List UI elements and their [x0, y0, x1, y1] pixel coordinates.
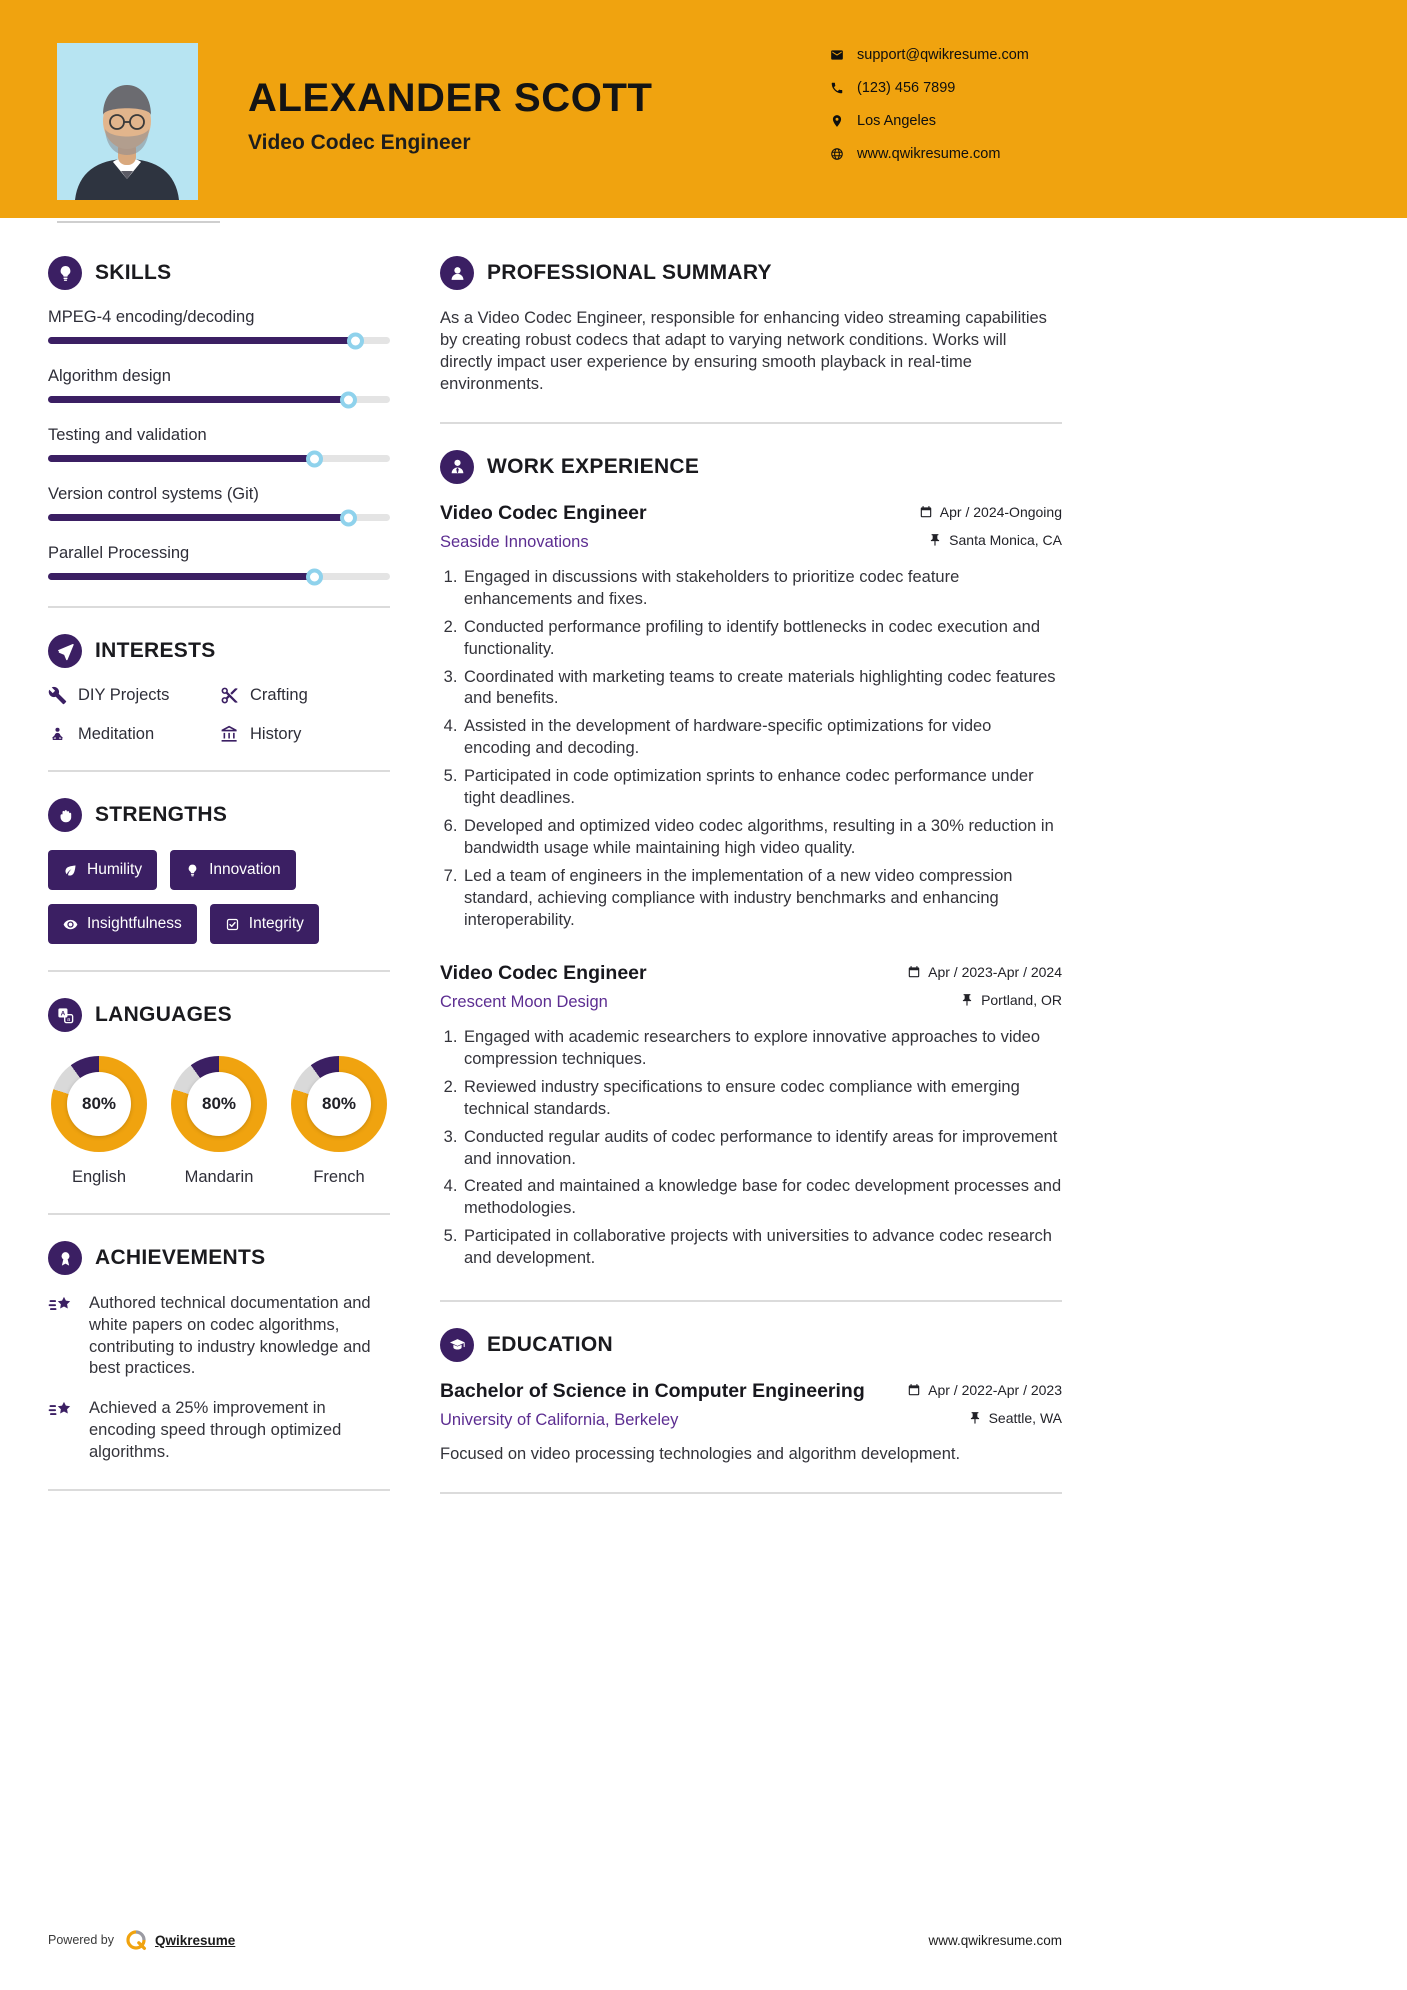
divider — [48, 606, 390, 608]
interest-item — [220, 686, 390, 705]
job-header-row — [440, 962, 1062, 985]
fist-icon — [48, 798, 82, 832]
achievements-heading: ACHIEVEMENTS — [95, 1246, 266, 1269]
job-bullet: 3. Conducted regular audits of codec performance to identify areas for improvement and innovation. — [462, 1127, 1062, 1171]
company-name: Seaside Innovations — [440, 532, 589, 551]
job-bullet: 5. Participated in code optimization sprints to enhance codec performance under tight deadlines. — [462, 766, 1062, 810]
content — [0, 218, 1407, 1520]
profile-photo — [57, 43, 198, 200]
leaf-icon — [63, 863, 78, 878]
skill-progress-fill — [48, 455, 315, 462]
school-name: University of California, Berkeley — [440, 1411, 679, 1430]
job-bullet: 1. Engaged in discussions with stakeholders to prioritize codec feature enhancements and fixes. — [462, 567, 1062, 611]
job-subheader-row — [440, 992, 1062, 1012]
job-location — [960, 992, 1062, 1008]
skill-progress-track — [48, 573, 390, 580]
interests-grid — [48, 686, 390, 744]
strength-label: Insightfulness — [87, 915, 182, 932]
divider — [48, 1489, 390, 1491]
language-percent: 80% — [187, 1072, 251, 1136]
languages-section-header — [48, 998, 390, 1032]
skill-label: MPEG-4 encoding/decoding — [48, 308, 255, 326]
meditation-icon — [48, 725, 67, 744]
skills-section-header — [48, 256, 390, 290]
person-tie-icon — [440, 450, 474, 484]
education-dates — [907, 1382, 1062, 1398]
job-header-row — [440, 502, 1062, 525]
skill-progress-fill — [48, 337, 356, 344]
globe-icon — [830, 147, 844, 161]
pushpin-icon — [968, 1411, 982, 1425]
pushpin-icon — [960, 993, 974, 1007]
summary-section-header — [440, 256, 1062, 290]
graduation-cap-icon — [440, 1328, 474, 1362]
strengths-section-header — [48, 798, 390, 832]
svg-text:A: A — [60, 1009, 65, 1017]
language-item — [290, 1056, 388, 1187]
achievements-section-header — [48, 1241, 390, 1275]
strength-label: Humility — [87, 861, 143, 878]
strength-chip — [210, 904, 319, 944]
scissors-icon — [220, 686, 239, 705]
contact-phone-text: (123) 456 7899 — [857, 80, 956, 96]
job-dates — [907, 964, 1062, 980]
skill-progress-track — [48, 396, 390, 403]
footer — [48, 1928, 1062, 1952]
language-item — [170, 1056, 268, 1187]
email-icon — [830, 48, 844, 62]
contact-email[interactable] — [830, 46, 1029, 64]
job-bullet: 6. Developed and optimized video codec algorithms, resulting in a 30% reduction in bandwidth usage while maintaining high video quality. — [462, 816, 1062, 860]
checkbox-icon — [225, 917, 240, 932]
strengths-section — [48, 798, 390, 944]
strength-chip — [48, 850, 157, 890]
skill-progress-track — [48, 514, 390, 521]
skill-label: Testing and validation — [48, 426, 207, 444]
job-location-text: Santa Monica, CA — [949, 531, 1062, 548]
divider — [48, 1213, 390, 1215]
skill-progress-fill — [48, 573, 315, 580]
language-percent: 80% — [67, 1072, 131, 1136]
shooting-star-icon — [48, 1293, 75, 1320]
job-bullet: 3. Coordinated with marketing teams to create materials highlighting codec features and benefits. — [462, 667, 1062, 711]
job-dates-text: Apr / 2024-Ongoing — [939, 503, 1062, 520]
job-entry — [440, 502, 1062, 932]
language-label: English — [71, 1168, 127, 1186]
job-bullet: 7. Led a team of engineers in the implementation of a new video compression standard, achieving compliance with industry benchmarks and enhancing interoperability. — [462, 866, 1062, 932]
divider — [440, 1300, 1062, 1302]
job-bullet: 2. Reviewed industry specifications to ensure codec compliance with emerging technical standards. — [462, 1077, 1062, 1121]
job-location-text: Portland, OR — [981, 991, 1062, 1008]
divider — [48, 770, 390, 772]
education-header-row — [440, 1380, 1062, 1403]
sidebar — [48, 218, 390, 1520]
contact-phone[interactable] — [830, 79, 1029, 97]
interest-label: DIY Projects — [78, 686, 170, 704]
contact-list — [830, 46, 1029, 163]
education-note: Focused on video processing technologies and algorithm development. — [440, 1445, 961, 1464]
job-dates-text: Apr / 2023-Apr / 2024 — [928, 963, 1062, 980]
interest-label: Meditation — [78, 725, 155, 743]
languages-row — [48, 1050, 390, 1187]
job-bullet-list — [440, 567, 1062, 932]
footer-website-link[interactable]: www.qwikresume.com — [928, 1932, 1062, 1948]
summary-heading: PROFESSIONAL SUMMARY — [487, 261, 772, 284]
skill-item — [48, 426, 390, 462]
person-icon — [440, 256, 474, 290]
calendar-icon — [919, 505, 933, 519]
skill-progress-fill — [48, 514, 349, 521]
skill-label: Version control systems (Git) — [48, 485, 259, 503]
achievement-item — [48, 1398, 390, 1463]
languages-section — [48, 998, 390, 1187]
skill-progress-track — [48, 455, 390, 462]
skill-item — [48, 485, 390, 521]
job-bullet: 2. Conducted performance profiling to identify bottlenecks in codec execution and functionality. — [462, 617, 1062, 661]
languages-heading: LANGUAGES — [95, 1003, 232, 1026]
summary-text: As a Video Codec Engineer, responsible for enhancing video streaming capabilities by creating robust codecs that adapt to varying network conditions. Works will directly impact user experience by ensuring smooth playback in real-time environments. — [440, 309, 1047, 393]
achievement-item — [48, 1293, 390, 1380]
job-title: Video Codec Engineer — [440, 961, 647, 984]
skill-progress-fill — [48, 396, 349, 403]
experience-section-header — [440, 450, 1062, 484]
language-label: Mandarin — [184, 1168, 254, 1186]
achievements-section — [48, 1241, 390, 1463]
skills-heading: SKILLS — [95, 261, 172, 284]
job-bullet-list — [440, 1027, 1062, 1270]
contact-location-text: Los Angeles — [857, 113, 937, 129]
strength-chip — [170, 850, 296, 890]
interest-label: Crafting — [250, 686, 308, 704]
strength-label: Integrity — [248, 915, 304, 932]
main-column — [440, 218, 1062, 1520]
job-bullet: 1. Engaged with academic researchers to explore innovative approaches to video compression techniques. — [462, 1027, 1062, 1071]
education-section-header — [440, 1328, 1062, 1362]
translate-icon — [48, 998, 82, 1032]
divider — [440, 1492, 1062, 1494]
paper-plane-icon — [48, 634, 82, 668]
interest-item — [48, 686, 220, 705]
skill-progress-track — [48, 337, 390, 344]
language-percent: 80% — [307, 1072, 371, 1136]
job-entry — [440, 962, 1062, 1270]
museum-icon — [220, 725, 239, 744]
calendar-icon — [907, 965, 921, 979]
wrench-icon — [48, 686, 67, 705]
interest-item — [220, 725, 390, 744]
job-bullet: 4. Assisted in the development of hardware-specific optimizations for video encoding and decoding. — [462, 716, 1062, 760]
contact-location[interactable] — [830, 112, 1029, 130]
degree-title: Bachelor of Science in Computer Engineering — [440, 1380, 865, 1403]
achievement-text: Authored technical documentation and white papers on codec algorithms, contributing to industry knowledge and best practices. — [89, 1294, 371, 1378]
contact-website-text: www.qwikresume.com — [857, 146, 1001, 162]
contact-email-text: support@qwikresume.com — [857, 47, 1029, 63]
job-subheader-row — [440, 532, 1062, 552]
experience-heading: WORK EXPERIENCE — [487, 454, 700, 478]
strengths-heading: STRENGTHS — [95, 803, 228, 826]
job-dates — [919, 504, 1062, 520]
svg-text:a: a — [66, 1016, 70, 1023]
education-section — [440, 1328, 1062, 1466]
skill-item — [48, 367, 390, 403]
skill-item — [48, 544, 390, 580]
candidate-title: Video Codec Engineer — [248, 131, 471, 154]
strength-chip — [48, 904, 197, 944]
calendar-icon — [907, 1383, 921, 1397]
qwikresume-logo[interactable] — [124, 1928, 148, 1952]
divider — [440, 422, 1062, 424]
experience-section — [440, 450, 1062, 1270]
contact-website[interactable] — [830, 145, 1029, 163]
skill-label: Parallel Processing — [48, 544, 190, 562]
summary-section — [440, 256, 1062, 396]
strength-label: Innovation — [209, 861, 281, 878]
job-bullet: 5. Participated in collaborative projects with universities to advance codec research and development. — [462, 1226, 1062, 1270]
identity-block — [248, 76, 653, 155]
interest-item — [48, 725, 220, 744]
job-title: Video Codec Engineer — [440, 501, 647, 524]
location-icon — [830, 114, 844, 128]
language-label: French — [313, 1168, 365, 1186]
qwikresume-brand-link[interactable]: Qwikresume — [155, 1932, 236, 1948]
skills-section — [48, 256, 390, 580]
strength-chips — [48, 850, 390, 944]
eye-icon — [63, 917, 78, 932]
education-heading: EDUCATION — [487, 1333, 613, 1357]
candidate-name: ALEXANDER SCOTT — [248, 76, 653, 120]
education-subheader-row — [440, 1410, 1062, 1430]
language-donut-chart — [291, 1056, 387, 1152]
pushpin-icon — [928, 533, 942, 547]
interests-section-header — [48, 634, 390, 668]
interests-section — [48, 634, 390, 744]
phone-icon — [830, 81, 844, 95]
education-dates-text: Apr / 2022-Apr / 2023 — [928, 1382, 1062, 1399]
interests-heading: INTERESTS — [95, 639, 216, 662]
language-item — [50, 1056, 148, 1187]
education-location — [968, 1410, 1062, 1426]
header — [0, 0, 1407, 218]
interest-label: History — [250, 725, 302, 743]
language-donut-chart — [51, 1056, 147, 1152]
bulb-icon — [185, 863, 200, 878]
job-bullet: 4. Created and maintained a knowledge base for codec development processes and methodologies. — [462, 1176, 1062, 1220]
divider — [48, 970, 390, 972]
education-location-text: Seattle, WA — [988, 1410, 1062, 1427]
achievement-text: Achieved a 25% improvement in encoding speed through optimized algorithms. — [89, 1399, 342, 1461]
skill-label: Algorithm design — [48, 367, 171, 385]
company-name: Crescent Moon Design — [440, 992, 608, 1011]
skill-item — [48, 308, 390, 344]
language-donut-chart — [171, 1056, 267, 1152]
photo-shadow-line — [57, 221, 220, 223]
medal-icon — [48, 1241, 82, 1275]
job-location — [928, 532, 1062, 548]
lightbulb-icon — [48, 256, 82, 290]
powered-by-label: Powered by — [48, 1933, 115, 1947]
shooting-star-icon — [48, 1398, 75, 1425]
